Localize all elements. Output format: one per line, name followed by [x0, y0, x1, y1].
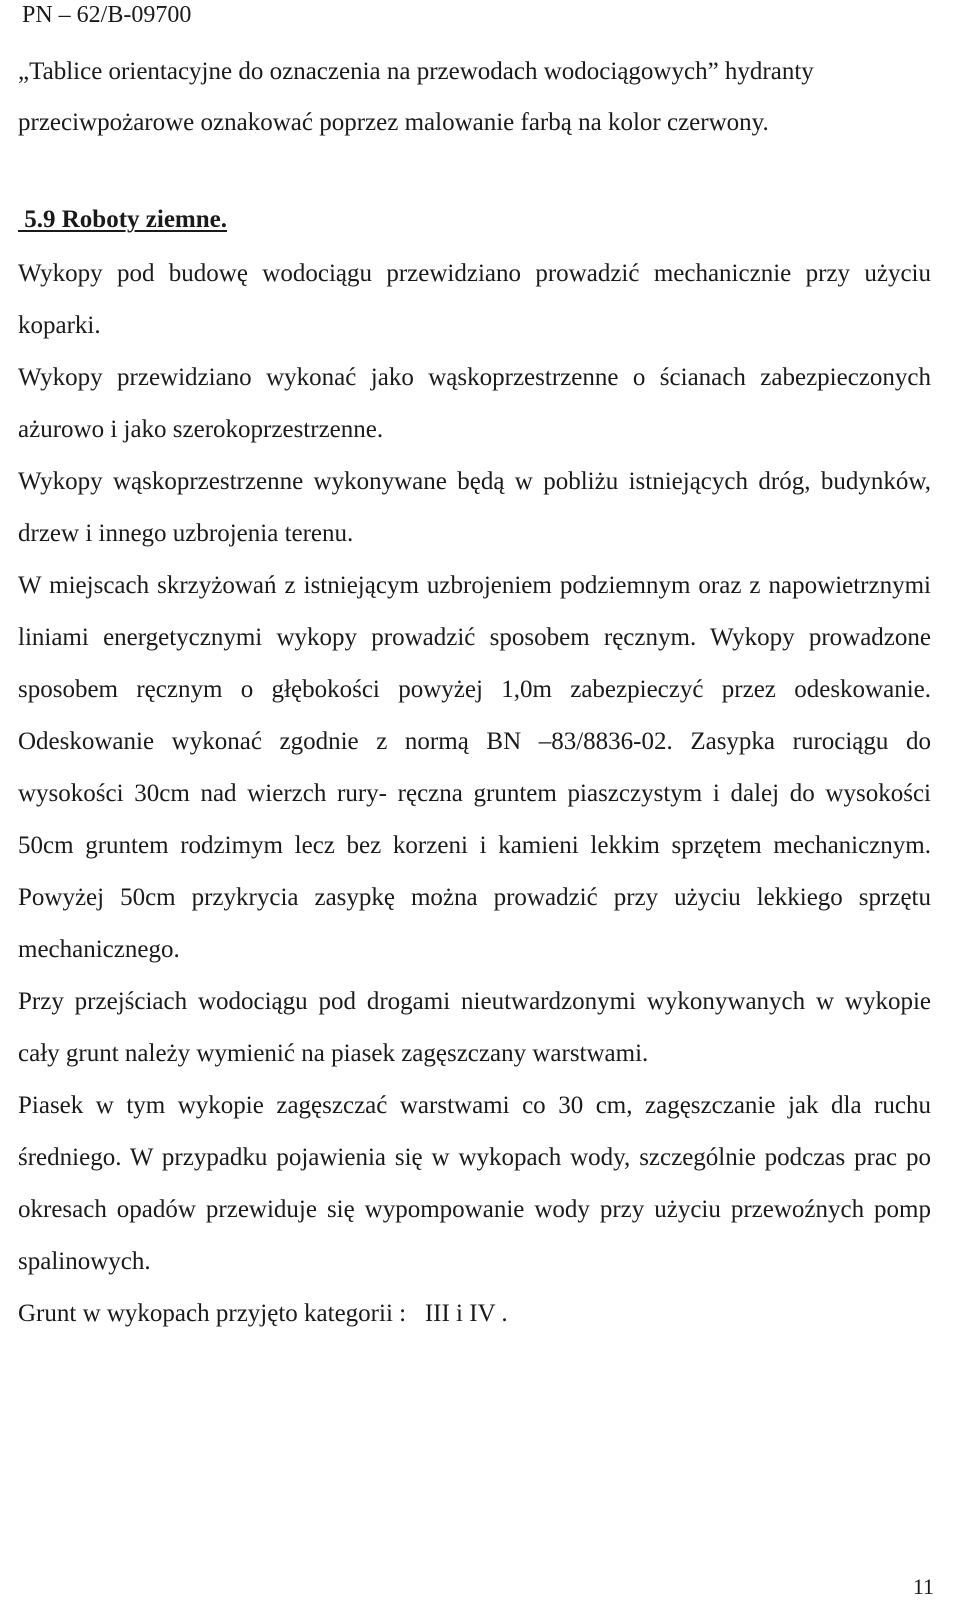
- section-body: [18, 248, 931, 1340]
- paragraph-soil-category: Grunt w wykopach przyjęto kategorii : III i IV .: [18, 1300, 508, 1327]
- paragraph-excavation-types: Wykopy przewidziano wykonać jako wąskoprzestrzenne o ścianach zabezpieczonych ażurowo i jako szerokoprzestrzenne.: [18, 364, 931, 443]
- page-number: 11: [912, 1574, 934, 1599]
- section-heading: 5.9 Roboty ziemne.: [18, 206, 227, 233]
- document-id: PN – 62/B-09700: [22, 2, 192, 28]
- paragraph-narrow-excavations: Wykopy wąskoprzestrzenne wykonywane będą w pobliżu istniejących dróg, budynków, drzew i innego uzbrojenia terenu.: [18, 468, 931, 547]
- paragraph-road-crossings: Przy przejściach wodociągu pod drogami nieutwardzonymi wykonywanych w wykopie cały grunt należy wymienić na piasek zagęszczany warstwami.: [18, 988, 931, 1067]
- paragraph-crossings-backfill: W miejscach skrzyżowań z istniejącym uzbrojeniem podziemnym oraz z napowietrznymi liniami energetycznymi wykopy prowadzić sposobem ręcznym. Wykopy prowadzone sposobem ręcznym o głębokości powyżej 1,0m zabezpieczyć przez odeskowanie. Odeskowanie wykonać zgodnie z normą BN –83/8836-02. Zasypka rurociągu do wysokości 30cm nad wierzch rury- ręczna gruntem piaszczystym i dalej do wysokości 50cm gruntem rodzimym lecz bez korzeni i kamieni lekkim sprzętem mechanicznym. Powyżej 50cm przykrycia zasypkę można prowadzić przy użyciu lekkiego sprzętu mechanicznego.: [18, 572, 931, 963]
- paragraph-excavation-method: Wykopy pod budowę wodociągu przewidziano prowadzić mechanicznie przy użyciu koparki.: [18, 260, 931, 339]
- paragraph-compaction-dewatering: Piasek w tym wykopie zagęszczać warstwami co 30 cm, zagęszczanie jak dla ruchu średniego. W przypadku pojawienia się w wykopach wody, szczególnie podczas prac po okresach opadów przewiduje się wypompowanie wody przy użyciu przewoźnych pomp spalinowych.: [18, 1092, 931, 1275]
- intro-paragraph: [18, 46, 918, 148]
- intro-text: „Tablice orientacyjne do oznaczenia na przewodach wodociągowych” hydranty przeciwpożarowe oznakować poprzez malowanie farbą na kolor czerwony.: [18, 58, 814, 136]
